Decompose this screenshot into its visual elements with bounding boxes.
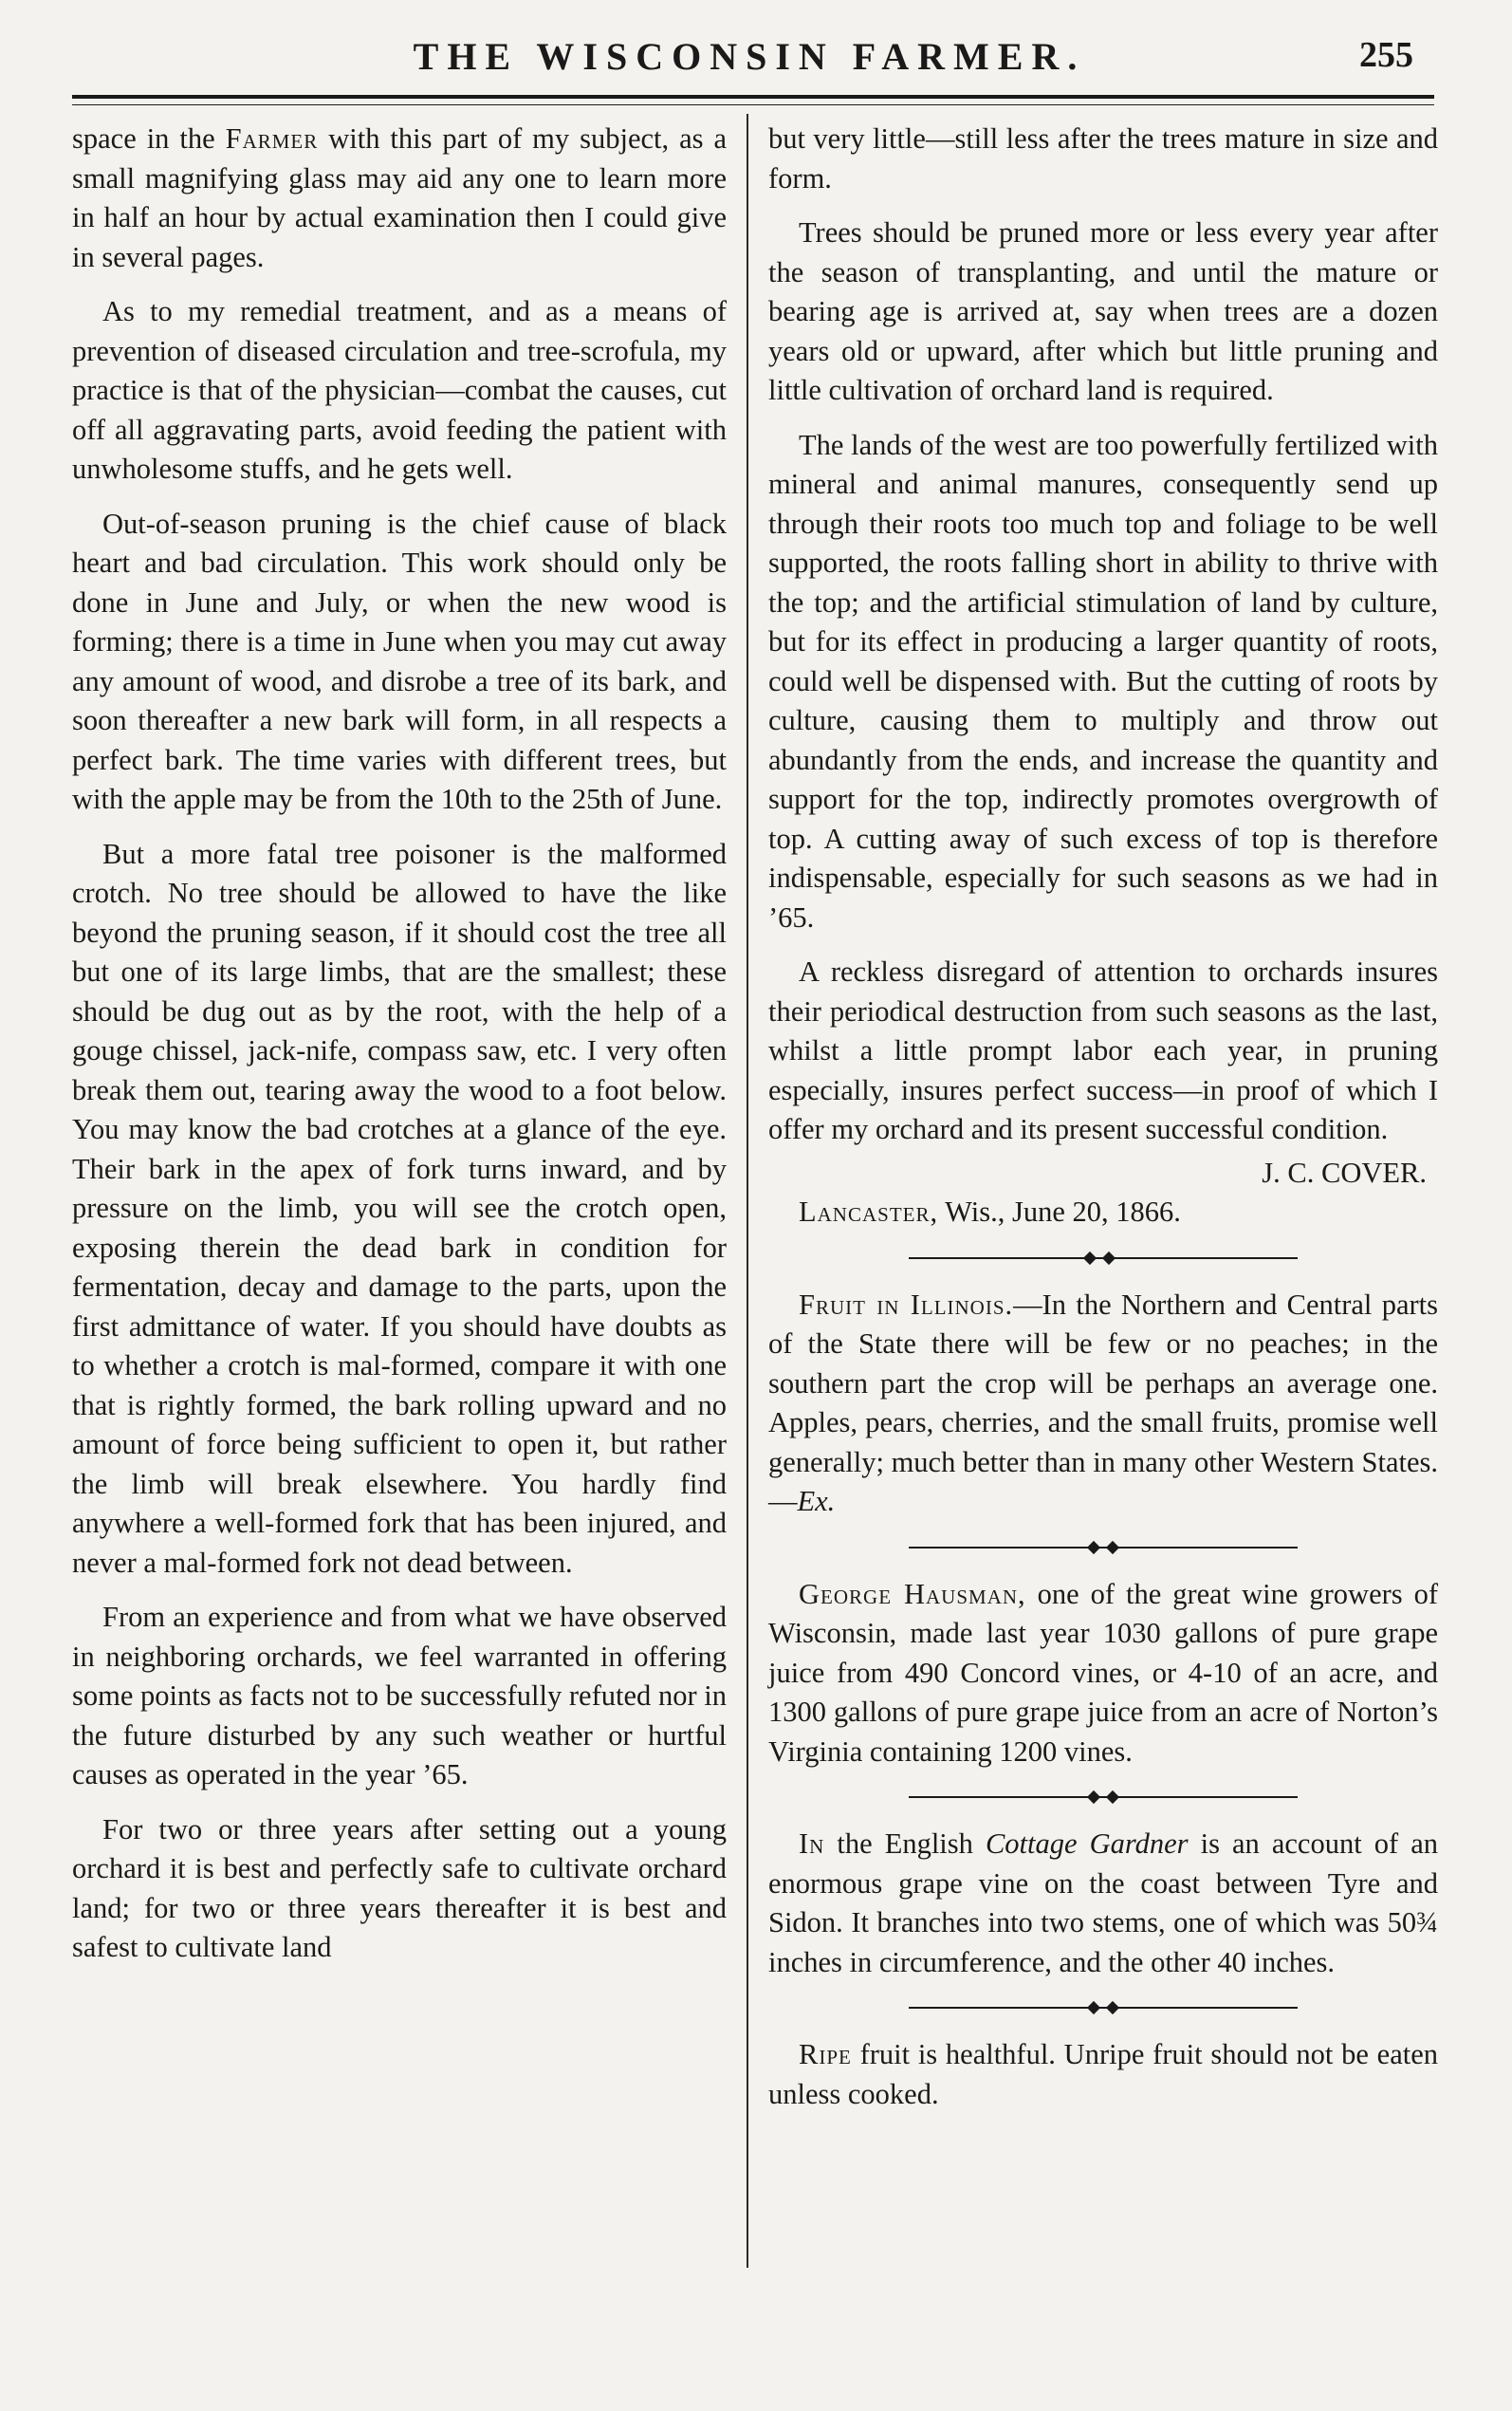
item-source: Ex. xyxy=(797,1485,836,1517)
section-separator xyxy=(909,1997,1298,2018)
farmer-smallcaps: Farmer xyxy=(225,122,319,155)
dateline-place: Lancaster, xyxy=(799,1196,939,1228)
dateline-date: Wis., June 20, 1866. xyxy=(938,1196,1181,1228)
paragraph-continuation: space in the Farmer with this part of my subject, as a small magnifying glass may aid any one to learn more in half an hour by actual examination then I could give in several pages. xyxy=(72,122,727,273)
header-rule-thin xyxy=(72,104,1434,105)
paragraph-malformed-crotch: But a more fatal tree poisoner is the malformed crotch. No tree should be allowed to have the like beyond the pruning season, if it should cost the tree all but one of its large limbs, that are the smallest; these should be dug out as by the root, with the help of a gouge chissel, jack-nife, compass saw, etc. I very often break them out, tearing away the wood to a foot below. You may know the bad crotches at a glance of the eye. Their bark in the apex of fork turns inward, and by pressure on the limb, you will see the crotch open, exposing therein the dead bark in condition for fermentation, decay and damage to the parts, upon the first admittance of water. If you should have doubts as to whether a crotch is mal-formed, compare it with one that is rightly formed, the bark rolling upward and no amount of force being sufficient to open it, but rather the limb will break elsewhere. You hardly find anywhere a well-formed fork that has been injured, and never a mal-formed fork not dead between. xyxy=(72,837,727,1579)
page-header xyxy=(66,34,1432,91)
paragraph-reckless-disregard: A reckless disregard of attention to orchards insures their periodical destruction from such seasons as the last, whilst a little prompt labor each year, in pruning especially, insures perfect success—in proof of which I offer my orchard and its present successful condition. xyxy=(768,955,1438,1145)
publication-title: Cottage Gardner xyxy=(985,1827,1189,1860)
item-lead: Fruit in Illinois. xyxy=(799,1288,1014,1321)
paragraph-experience: From an experience and from what we have observed in neighboring orchards, we feel warranted in offering some points as facts not to be successfully refuted nor in the future disturbed by any such weather or hurtful causes as operated in the year ’65. xyxy=(72,1601,727,1790)
dateline xyxy=(768,1193,1438,1233)
paragraph-out-of-season-pruning: Out-of-season pruning is the chief cause of black heart and bad circulation. This work should only be done in June and July, or when the new wood is forming; there is a time in June when you may cut away any amount of wood, and disrobe a tree of its bark, and soon thereafter a new bark will form, in all respects a perfect bark. The time varies with different trees, but with the apple may be from the 10th to the 25th of June. xyxy=(72,507,727,815)
left-column xyxy=(72,120,727,1983)
paragraph-lands-of-west: The lands of the west are too powerfully fertilized with mineral and animal manures, consequently send up through their roots too much top and foliage to be well supported, the roots falling short in ability to thrive with the top; and the artificial stimulation of land by culture, but for its effect in producing a larger quantity of roots, could well be dispensed with. But the cutting of roots by culture, causing them to multiply and throw out abundantly from the ends, and increase the quantity and support for the top, indirectly promotes overgrowth of top. A cutting away of such excess of top is therefore indispensable, especially for such seasons as we had in ’65. xyxy=(768,428,1438,934)
right-column xyxy=(768,120,1438,2129)
header-rule-thick xyxy=(72,95,1434,99)
column-divider xyxy=(747,114,748,2268)
journal-title: THE WISCONSIN FARMER. xyxy=(413,35,1086,78)
paragraph-pruning-yearly: Trees should be pruned more or less every year after the season of transplanting, and until the mature or bearing age is arrived at, say when trees are a dozen years old or upward, after which but little pruning and little cultivation of orchard land is required. xyxy=(768,216,1438,406)
section-separator xyxy=(909,1537,1298,1558)
section-separator xyxy=(909,1248,1298,1269)
paragraph-remedial-treatment: As to my remedial treatment, and as a means of prevention of diseased circulation and tree-scrofula, my practice is that of the physician—combat the causes, cut off all aggravating parts, avoid feeding the patient with unwholesome stuffs, and he gets well. xyxy=(72,295,727,485)
item-fruit-in-illinois: Fruit in Illinois.—In the Northern and Central parts of the State there will be few or no peaches; in the southern part the crop will be perhaps an average one. Apples, pears, cherries, and the small fruits, promise well generally; much better than in many other Western States.—Ex. xyxy=(768,1288,1438,1517)
item-lead: In xyxy=(799,1827,825,1860)
item-lead: Ripe xyxy=(799,2038,852,2070)
item-george-hausman: George Hausman, one of the great wine growers of Wisconsin, made last year 1030 gallons of pure grape juice from 490 Concord vines, or 4-10 of an acre, and 1300 gallons of pure grape juice from an acre of Norton’s Virginia containing 1200 vines. xyxy=(768,1577,1438,1768)
item-grape-vine: In the English Cottage Gardner is an account of an enormous grape vine on the coast between Tyre and Sidon. It branches into two stems, one of which was 50¾ inches in circumference, and the other 40 inches. xyxy=(768,1827,1438,1978)
section-separator xyxy=(909,1787,1298,1808)
paragraph-continued: but very little—still less after the trees mature in size and form. xyxy=(768,122,1438,195)
item-lead: George Hausman, xyxy=(799,1577,1026,1610)
paragraph-young-orchard: For two or three years after setting out a young orchard it is best and perfectly safe to cultivate orchard land; for two or three years thereafter it is best and safest to cultivate land xyxy=(72,1812,727,1963)
page-number: 255 xyxy=(1359,35,1413,75)
item-ripe-fruit: Ripe fruit is healthful. Unripe fruit should not be eaten unless cooked. xyxy=(768,2038,1438,2110)
author-signature: J. C. COVER. xyxy=(1262,1156,1427,1189)
